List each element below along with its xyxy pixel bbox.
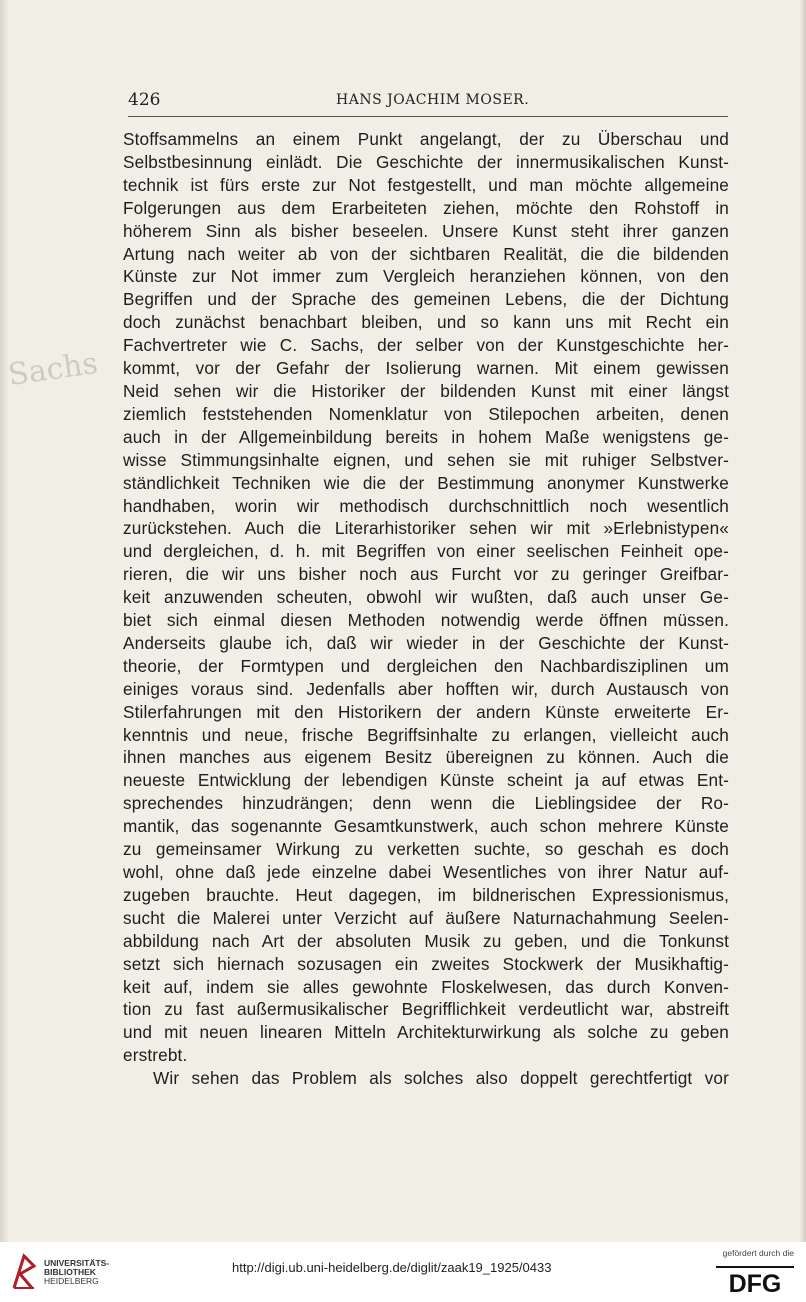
- dfg-logo: [716, 1264, 794, 1294]
- text-line: Folgerungen aus dem Erarbeiteten ziehen, möchte den Rohstoff in: [123, 197, 729, 218]
- text-line: und mit neuen linearen Mitteln Architekturwirkung als solche zu geben: [123, 1022, 729, 1043]
- text-line: Begriffen und der Sprache des gemeinen Lebens, die der Dichtung: [123, 289, 729, 310]
- text-line: sucht die Malerei unter Verzicht auf äußere Naturnachahmung Seelen-: [123, 907, 729, 928]
- library-logo-icon: [10, 1252, 38, 1292]
- viewer-footer: [0, 1242, 806, 1302]
- text-line: Stoffsammelns an einem Punkt angelangt, der zu Überschau und: [123, 129, 729, 149]
- text-line: keit auf, indem sie alles gewohnte Floskelwesen, das durch Konven-: [123, 976, 729, 997]
- page-edge-left: [0, 0, 8, 1242]
- funded-by-label: gefördert durch die: [722, 1248, 794, 1258]
- text-line: Neid sehen wir die Historiker der bildenden Kunst mit einer längst: [123, 380, 729, 401]
- text-line: Wir sehen das Problem als solches also doppelt gerechtfertigt vor: [153, 1068, 729, 1089]
- page-number: 426: [128, 90, 161, 110]
- text-line: und dergleichen, d. h. mit Begriffen von einer seelischen Feinheit ope-: [123, 541, 729, 562]
- text-line: kenntnis und neue, frische Begriffsinhalte zu erlangen, vielleicht auch: [123, 724, 729, 745]
- text-line: zurückstehen. Auch die Literarhistoriker sehen wir mit »Erlebnistypen«: [123, 518, 729, 539]
- text-line: einiges voraus sind. Jedenfalls aber hofften wir, durch Austausch von: [123, 678, 729, 699]
- running-head: HANS JOACHIM MOSER.: [336, 92, 530, 108]
- text-line: wisse Stimmungsinhalte eignen, und sehen sie mit ruhiger Selbstver-: [123, 449, 729, 470]
- text-line: mantik, das sogenannte Gesamtkunstwerk, auch schon mehrere Künste: [123, 816, 729, 837]
- page-header: [128, 90, 728, 117]
- text-line: doch zunächst benachbart bleiben, und so kann uns mit Recht ein: [123, 312, 729, 333]
- text-line: theorie, der Formtypen und dergleichen den Nachbardisziplinen um: [123, 655, 729, 676]
- text-line: zugeben brauchte. Heut dagegen, im bildnerischen Expressionismus,: [123, 884, 729, 905]
- text-line: auch in der Allgemeinbildung bereits in hohem Maße wenigstens ge-: [123, 426, 729, 447]
- permalink-url[interactable]: http://digi.ub.uni-heidelberg.de/diglit/zaak19_1925/0433: [232, 1260, 552, 1275]
- svg-text:DFG: DFG: [728, 1270, 782, 1294]
- text-line: handhaben, worin wir methodisch durchschnittlich noch wesentlich: [123, 495, 729, 516]
- text-line: Anderseits glaube ich, daß wir wieder in der Geschichte der Kunst-: [123, 632, 729, 653]
- text-line: ihnen manches aus eigenem Besitz übereignen zu können. Auch die: [123, 747, 729, 768]
- text-line: sprechendes hinzudrängen; denn wenn die Lieblingsidee der Ro-: [123, 793, 729, 814]
- text-line: ziemlich feststehenden Nomenklatur von Stilepochen arbeiten, denen: [123, 403, 729, 424]
- text-line: keit anzuwenden scheuten, obwohl wir wußten, daß auch unser Ge-: [123, 587, 729, 608]
- text-line: kommt, vor der Gefahr der Isolierung warnen. Mit einem gewissen: [123, 358, 729, 379]
- library-name: UNIVERSITÄTS- BIBLIOTHEK HEIDELBERG: [44, 1258, 110, 1286]
- text-line: höherem Sinn als bisher beseelen. Unsere Kunst steht ihrer ganzen: [123, 220, 729, 241]
- text-line: setzt sich hiernach sozusagen ein zweites Stockwerk der Musikhaftig-: [123, 953, 729, 974]
- text-line: erstrebt.: [123, 1045, 188, 1066]
- text-line: technik ist fürs erste zur Not festgestellt, und man möchte allgemeine: [123, 174, 729, 195]
- text-line: abbildung nach Art der absoluten Musik zu geben, und die Tonkunst: [123, 930, 729, 951]
- text-line: wohl, ohne daß jede einzelne dabei Wesentliches von ihrer Natur auf-: [123, 862, 729, 882]
- page-edge-right: [800, 0, 806, 1242]
- text-line: Artung nach weiter ab von der sichtbaren Realität, die die bildenden: [123, 243, 729, 264]
- text-line: rieren, die wir uns bisher noch aus Furcht vor zu geringer Greifbar-: [123, 564, 729, 585]
- text-line: neueste Entwicklung der lebendigen Künste scheint ja auf etwas Ent-: [123, 770, 729, 791]
- text-line: Stilerfahrungen mit den Historikern der andern Künste erweiterte Er-: [123, 701, 729, 722]
- text-line: Fachvertreter wie C. Sachs, der selber von der Kunstgeschichte her-: [123, 335, 729, 356]
- body-text: [123, 128, 729, 1090]
- text-line: biet sich einmal diesen Methoden notwendig werde öffnen müssen.: [123, 610, 729, 631]
- text-line: ständlichkeit Techniken wie die der Bestimmung anonymer Kunstwerke: [123, 472, 729, 493]
- text-line: Selbstbesinnung einlädt. Die Geschichte der innermusikalischen Kunst-: [123, 151, 729, 172]
- text-line: zu gemeinsamer Wirkung zu verketten suchte, so geschah es doch: [123, 839, 729, 860]
- text-line: Künste zur Not immer zum Vergleich heranziehen können, von den: [123, 266, 729, 287]
- text-line: tion zu fast außermusikalischer Begrifflichkeit verdeutlicht war, abstreift: [123, 999, 729, 1020]
- margin-note: Sachs: [6, 345, 100, 394]
